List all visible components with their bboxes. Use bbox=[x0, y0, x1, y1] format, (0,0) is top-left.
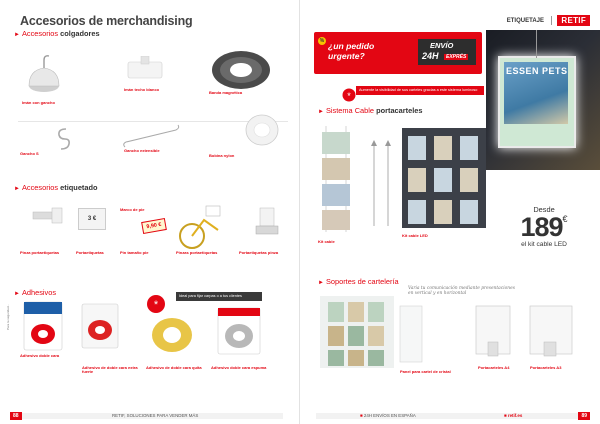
urgent-order-banner[interactable] bbox=[314, 32, 482, 74]
footer-shipping: ■ 24H ENVÍOS EN ESPAÑA bbox=[360, 413, 416, 418]
section-tab: ETIQUETAJE bbox=[506, 18, 544, 24]
label-clip-image bbox=[30, 202, 66, 230]
footer-website[interactable]: ■ retif.es bbox=[504, 413, 523, 418]
product-caption: Marco de pie bbox=[120, 207, 145, 212]
product-caption: Portacarteles A3 bbox=[530, 365, 562, 370]
right-page bbox=[300, 0, 600, 424]
cable-kit-image bbox=[366, 138, 396, 230]
product-caption: Adhesivo de doble cara quita bbox=[146, 365, 202, 370]
arrow-icon: ► bbox=[14, 186, 20, 192]
svg-text:*: * bbox=[153, 299, 159, 311]
magnet-hook-image bbox=[24, 52, 64, 94]
foam-tape-image bbox=[212, 302, 266, 360]
section-heading-etiquetado: ► Accesorios etiquetado bbox=[14, 183, 98, 192]
arrow-icon: ► bbox=[318, 280, 324, 286]
info-badge: Aumente la visibilidad de sus carteles gracias a este sistema luminoso bbox=[356, 86, 484, 95]
bicycle-clip-image bbox=[176, 200, 230, 252]
product-caption: Portaetiquetas bbox=[76, 250, 104, 255]
a3-holder-image bbox=[526, 302, 578, 360]
cart-icon: ■ bbox=[504, 413, 507, 418]
promo-question: ¿un pedido urgente? bbox=[328, 41, 375, 61]
product-caption: Gancho extensible bbox=[124, 148, 160, 153]
page-number: 89 bbox=[578, 412, 590, 420]
double-tape-pack-image bbox=[22, 300, 64, 352]
clip-holder-image bbox=[252, 206, 282, 238]
asterisk-icon bbox=[146, 294, 166, 314]
arrow-icon: ► bbox=[14, 32, 20, 38]
page-number: 88 bbox=[10, 412, 22, 420]
cable-panel-image bbox=[318, 124, 354, 234]
truck-icon: ■ bbox=[360, 413, 363, 418]
price-value: 189 bbox=[520, 212, 563, 242]
removable-tape-image bbox=[150, 316, 194, 354]
svg-text:*: * bbox=[347, 91, 351, 101]
section-heading-colgadores: ► Accesorios colgadores bbox=[14, 29, 100, 38]
product-caption: Pin tamaño pie bbox=[120, 250, 149, 255]
section-heading-soportes: ► Soportes de cartelería bbox=[318, 277, 399, 286]
ceiling-magnet-image bbox=[126, 56, 164, 82]
percent-icon: % bbox=[319, 38, 325, 44]
product-caption: Portaetiquetas pinza bbox=[239, 250, 279, 255]
retif-logo: RETIF bbox=[557, 15, 590, 26]
price-label-sample: 3 € bbox=[78, 208, 106, 230]
magnetic-tape-image bbox=[210, 48, 272, 90]
page-title: Accesorios de merchandising bbox=[20, 14, 193, 28]
product-caption: Pinzas portaetiquetas bbox=[176, 250, 218, 255]
led-cable-panel-image bbox=[402, 128, 486, 228]
product-caption: Pinza portaetiquetas bbox=[20, 250, 60, 255]
product-caption: Portacarteles A4 bbox=[478, 365, 510, 370]
info-badge: Ideal para fijar carpas o a tus clientes bbox=[176, 292, 262, 301]
led-poster-photo: ESSEN PETS bbox=[486, 30, 600, 170]
arrow-icon: ► bbox=[14, 291, 20, 297]
extensible-hook-image bbox=[122, 124, 182, 150]
extra-strong-tape-image bbox=[80, 302, 120, 350]
nylon-spool-image bbox=[244, 112, 280, 148]
section-heading-adhesivos: ► Adhesivos bbox=[14, 288, 57, 297]
product-caption: Imán con gancho bbox=[22, 100, 55, 105]
product-caption: Kit cable LED bbox=[402, 233, 428, 238]
glass-panel-photo bbox=[320, 296, 394, 368]
section-heading-cable: ► Sistema Cable portacarteles bbox=[318, 106, 423, 115]
glass-panel-image bbox=[398, 304, 424, 364]
product-caption: Gancho S bbox=[20, 151, 39, 156]
product-caption: Imán techo blanco bbox=[124, 87, 160, 92]
express-shipping-badge: ENVÍO 24H EXPRÉS bbox=[418, 39, 476, 65]
arrow-icon: ► bbox=[318, 109, 324, 115]
product-caption: Adhesivo doble cara espuma bbox=[211, 365, 267, 370]
footer-text: RETIF, SOLUCIONES PARA VENDER MÁS bbox=[112, 413, 199, 418]
product-caption: Bobina nylon bbox=[209, 153, 235, 158]
product-caption: Kit cable bbox=[318, 239, 335, 244]
price-label-sample: 9,90 € bbox=[141, 218, 167, 234]
asterisk-icon bbox=[342, 88, 356, 102]
product-caption: Adhesivo doble cara bbox=[20, 353, 60, 358]
product-caption: Panel para cartel de cristal bbox=[400, 369, 451, 374]
s-hook-image bbox=[54, 126, 74, 152]
a4-holder-image bbox=[472, 302, 516, 360]
script-note: Varia tu comunicación mediante presentaciones en vertical y en horizontal bbox=[408, 286, 515, 296]
product-caption: Banda magnética bbox=[209, 90, 243, 95]
price-highlight: Desde 189€ el kit cable LED bbox=[520, 205, 568, 248]
side-note: Para la seguridad... bbox=[6, 303, 10, 330]
product-caption: Adhesivo de doble cara extra fuerte bbox=[82, 365, 138, 375]
